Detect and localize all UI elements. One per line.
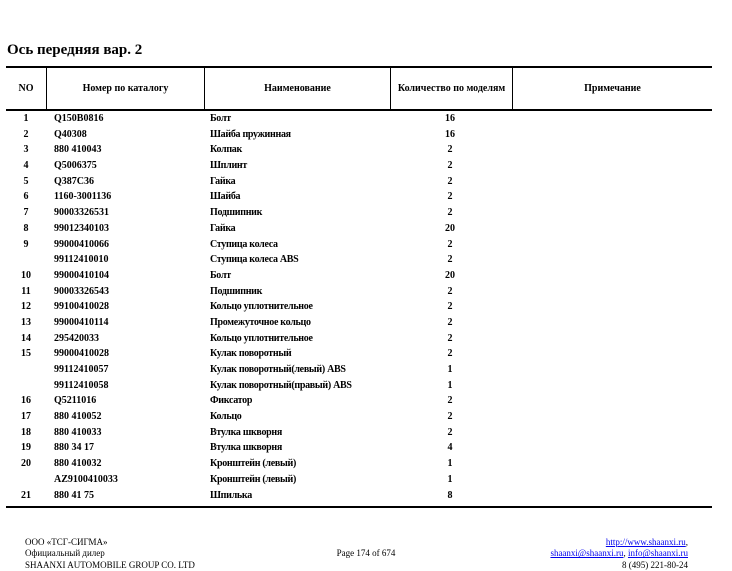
row-part-name: Кронштейн (левый) bbox=[210, 458, 296, 470]
row-no: 20 bbox=[21, 458, 31, 470]
row-catalog-number: Q387C36 bbox=[54, 175, 94, 187]
row-part-name: Шайба пружинная bbox=[210, 128, 291, 140]
footer-company-name: ООО «ТСГ-СИГМА» bbox=[25, 537, 108, 547]
table-row bbox=[0, 159, 732, 175]
row-catalog-number: Q150B0816 bbox=[54, 113, 104, 124]
row-no: 7 bbox=[23, 207, 29, 219]
table-row bbox=[0, 316, 732, 332]
row-catalog-number: 99112410058 bbox=[54, 379, 109, 391]
row-catalog-number: 880 34 17 bbox=[54, 442, 94, 454]
table-row bbox=[0, 379, 732, 395]
footer-group: SHAANXI AUTOMOBILE GROUP CO. LTD bbox=[25, 559, 195, 570]
row-no: 3 bbox=[23, 144, 29, 156]
email-link[interactable]: info@shaanxi.ru bbox=[627, 548, 688, 559]
table-row bbox=[0, 426, 732, 442]
row-catalog-number: Q5006375 bbox=[54, 160, 97, 172]
row-quantity: 2 bbox=[447, 175, 453, 187]
header-qty: Количество по моделям bbox=[397, 83, 506, 94]
row-catalog-number: 99000410066 bbox=[54, 238, 109, 250]
row-quantity: 1 bbox=[447, 473, 453, 485]
parts-table-body bbox=[0, 112, 732, 504]
row-no: 2 bbox=[23, 128, 29, 140]
row-part-name: Шплинт bbox=[210, 160, 247, 172]
table-row bbox=[0, 128, 732, 144]
row-catalog-number: 880 410052 bbox=[54, 411, 102, 423]
row-quantity: 4 bbox=[447, 442, 453, 454]
table-row bbox=[0, 332, 732, 348]
row-catalog-number: 99012340103 bbox=[54, 222, 109, 234]
page-number: Page 174 of 674 bbox=[336, 548, 396, 558]
row-part-name: Болт bbox=[210, 113, 231, 124]
row-catalog-number: AZ9100410033 bbox=[54, 473, 118, 485]
row-quantity: 2 bbox=[447, 301, 453, 313]
row-catalog-number: 99100410028 bbox=[54, 301, 109, 313]
row-catalog-number: 99112410010 bbox=[54, 254, 109, 266]
row-no: 14 bbox=[21, 332, 31, 344]
table-row bbox=[0, 269, 732, 285]
row-quantity: 2 bbox=[447, 238, 453, 250]
row-catalog-number: 99000410028 bbox=[54, 348, 109, 360]
row-part-name: Подшипник bbox=[210, 207, 263, 219]
row-catalog-number: 295420033 bbox=[54, 332, 99, 344]
row-catalog-number: 880 41 75 bbox=[54, 489, 94, 501]
row-quantity: 20 bbox=[445, 269, 455, 281]
row-catalog-number: Q5211016 bbox=[54, 395, 97, 407]
row-no: 18 bbox=[21, 426, 31, 438]
row-quantity: 1 bbox=[447, 458, 453, 470]
row-quantity: 2 bbox=[447, 332, 453, 344]
table-row bbox=[0, 457, 732, 473]
row-part-name: Промежуточное кольцо bbox=[210, 316, 311, 328]
table-row bbox=[0, 441, 732, 457]
row-quantity: 2 bbox=[447, 191, 453, 203]
row-part-name: Фиксатор bbox=[210, 395, 253, 407]
table-row bbox=[0, 489, 732, 505]
table-row bbox=[0, 175, 732, 191]
row-part-name: Ступица колеса bbox=[210, 238, 278, 250]
table-row bbox=[0, 238, 732, 254]
row-quantity: 1 bbox=[447, 379, 453, 391]
table-bottom-rule bbox=[6, 506, 712, 508]
row-part-name: Втулка шкворня bbox=[210, 426, 282, 438]
row-catalog-number: Q40308 bbox=[54, 128, 87, 140]
table-row bbox=[0, 285, 732, 301]
row-quantity: 2 bbox=[447, 426, 453, 438]
table-row bbox=[0, 473, 732, 489]
header-no: NO bbox=[18, 83, 34, 94]
row-quantity: 2 bbox=[447, 348, 453, 360]
row-no: 6 bbox=[23, 191, 29, 203]
row-part-name: Гайка bbox=[210, 175, 236, 187]
row-part-name: Подшипник bbox=[210, 285, 263, 297]
page-title: Ось передняя вар. 2 bbox=[7, 42, 143, 58]
website-link[interactable]: http://www.shaanxi.ru bbox=[605, 537, 686, 547]
email-link[interactable]: shaanxi@shaanxi.ru bbox=[550, 548, 624, 559]
row-catalog-number: 99112410057 bbox=[54, 364, 109, 375]
row-quantity: 8 bbox=[447, 489, 453, 501]
row-part-name: Кулак поворотный(правый) ABS bbox=[210, 379, 352, 391]
table-row bbox=[0, 300, 732, 316]
table-row bbox=[0, 394, 732, 410]
header-name: Наименование bbox=[264, 83, 331, 94]
row-part-name: Кольцо bbox=[210, 411, 242, 423]
row-catalog-number: 1160-3001136 bbox=[54, 191, 112, 203]
row-no: 15 bbox=[21, 348, 31, 360]
row-part-name: Колпак bbox=[210, 144, 242, 156]
row-no: 11 bbox=[21, 285, 31, 297]
row-quantity: 16 bbox=[445, 128, 455, 140]
row-catalog-number: 99000410114 bbox=[54, 316, 109, 328]
row-quantity: 2 bbox=[447, 160, 453, 172]
row-quantity: 2 bbox=[447, 316, 453, 328]
email-separator: , bbox=[623, 548, 628, 559]
row-quantity: 1 bbox=[447, 364, 453, 375]
table-row bbox=[0, 410, 732, 426]
row-catalog-number: 880 410033 bbox=[54, 426, 102, 438]
phone-number: 8 (495) 221-80-24 bbox=[622, 559, 688, 570]
table-top-rule bbox=[6, 66, 712, 68]
row-no: 17 bbox=[21, 411, 31, 423]
header-catalog: Номер по каталогу bbox=[82, 83, 169, 94]
row-no: 9 bbox=[23, 238, 29, 250]
table-row bbox=[0, 112, 732, 128]
table-row bbox=[0, 347, 732, 363]
row-catalog-number: 90003326543 bbox=[54, 285, 109, 297]
row-quantity: 2 bbox=[447, 411, 453, 423]
row-no: 8 bbox=[23, 222, 29, 234]
row-no: 12 bbox=[21, 301, 31, 313]
row-no: 10 bbox=[21, 269, 31, 281]
row-quantity: 2 bbox=[447, 395, 453, 407]
row-no: 19 bbox=[21, 442, 31, 454]
row-part-name: Кольцо уплотнительное bbox=[210, 332, 313, 344]
row-part-name: Кулак поворотный(левый) ABS bbox=[210, 364, 346, 375]
row-quantity: 2 bbox=[447, 254, 453, 266]
row-no: 5 bbox=[23, 175, 29, 187]
table-row bbox=[0, 206, 732, 222]
table-row bbox=[0, 190, 732, 206]
table-row bbox=[0, 143, 732, 159]
row-catalog-number: 99000410104 bbox=[54, 269, 109, 281]
row-quantity: 2 bbox=[447, 144, 453, 156]
row-quantity: 20 bbox=[445, 222, 455, 234]
row-quantity: 2 bbox=[447, 207, 453, 219]
row-no: 1 bbox=[23, 113, 29, 124]
header-bottom-rule bbox=[6, 109, 712, 111]
header-note: Примечание bbox=[584, 83, 641, 94]
row-part-name: Ступица колеса ABS bbox=[210, 254, 299, 266]
footer-contacts bbox=[550, 537, 688, 571]
row-quantity: 2 bbox=[447, 285, 453, 297]
row-part-name: Кулак поворотный bbox=[210, 348, 292, 360]
row-part-name: Гайка bbox=[210, 222, 236, 234]
footer-dealer: Официальный дилер bbox=[25, 548, 105, 559]
row-catalog-number: 880 410043 bbox=[54, 144, 102, 156]
row-part-name: Кронштейн (левый) bbox=[210, 473, 296, 485]
table-row bbox=[0, 253, 732, 269]
row-quantity: 16 bbox=[445, 113, 455, 124]
table-row bbox=[0, 363, 732, 379]
row-no: 4 bbox=[23, 160, 29, 172]
row-no: 13 bbox=[21, 316, 31, 328]
row-part-name: Шпилька bbox=[210, 489, 252, 501]
url-comma: , bbox=[685, 537, 688, 547]
row-catalog-number: 880 410032 bbox=[54, 458, 102, 470]
row-catalog-number: 90003326531 bbox=[54, 207, 109, 219]
row-no: 21 bbox=[21, 489, 31, 501]
row-part-name: Кольцо уплотнительное bbox=[210, 301, 313, 313]
row-part-name: Втулка шкворня bbox=[210, 442, 282, 454]
table-row bbox=[0, 222, 732, 238]
row-part-name: Болт bbox=[210, 269, 231, 281]
row-part-name: Шайба bbox=[210, 191, 241, 203]
row-no: 16 bbox=[21, 395, 31, 407]
